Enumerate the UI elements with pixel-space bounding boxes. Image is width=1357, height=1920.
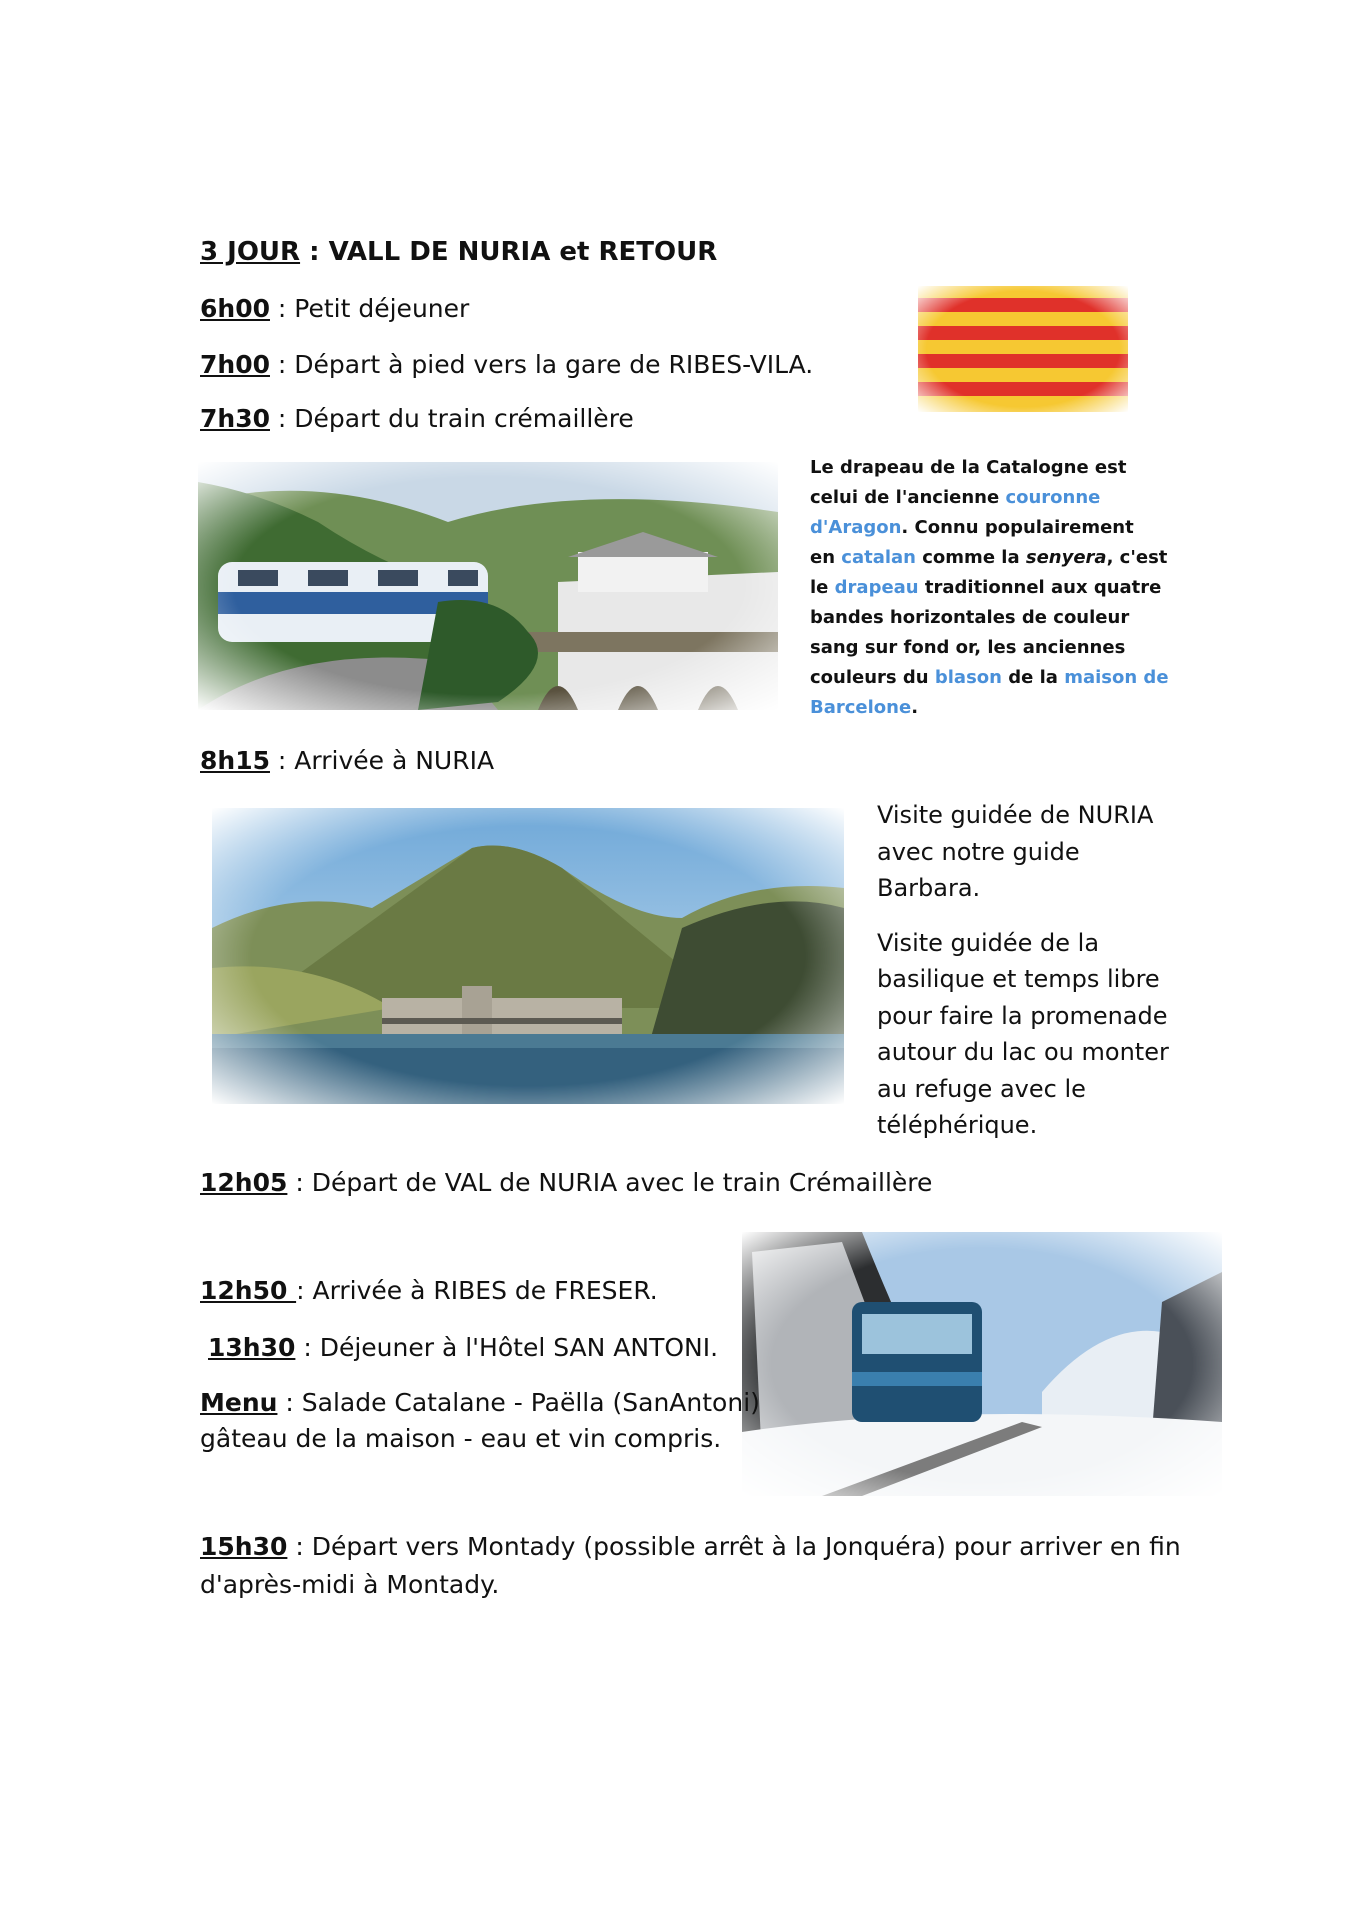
schedule-line-1205: 12h05 : Départ de VAL de NURIA avec le train Crémaillère xyxy=(200,1168,933,1197)
link-couronne[interactable]: couronne xyxy=(1005,487,1101,508)
guided-visit-text: Visite guidée de NURIA avec notre guide Barbara. Visite guidée de la basilique et temps libre pour faire la promenade autour du lac ou monter au refuge avec le téléphérique. xyxy=(877,801,1169,1139)
schedule-line-0730: 7h30 : Départ du train crémaillère xyxy=(200,404,634,433)
schedule-line-0815: 8h15 : Arrivée à NURIA xyxy=(200,746,495,775)
schedule-line-1330: 13h30 : Déjeuner à l'Hôtel SAN ANTONI. xyxy=(208,1333,719,1362)
link-maison[interactable]: maison de xyxy=(1064,667,1169,688)
nuria-valley-photo xyxy=(212,808,844,1104)
page-title: 3 JOUR : VALL DE NURIA et RETOUR xyxy=(200,237,718,267)
catalan-flag-image xyxy=(918,286,1128,412)
schedule-line-1250: 12h50 : Arrivée à RIBES de FRESER. xyxy=(200,1276,658,1305)
link-blason[interactable]: blason xyxy=(934,667,1002,688)
schedule-line-0600: 6h00 : Petit déjeuner xyxy=(200,294,470,323)
menu-line-2: gâteau de la maison - eau et vin compris. xyxy=(200,1424,722,1453)
menu-line-1: Menu : Salade Catalane - Paëlla (SanAntoni) xyxy=(200,1388,760,1417)
link-catalan[interactable]: catalan xyxy=(841,547,916,568)
schedule-line-0700: 7h00 : Départ à pied vers la gare de RIBES-VILA. xyxy=(200,350,814,379)
snow-rack-train-photo xyxy=(742,1232,1222,1496)
catalan-flag-description: Le drapeau de la Catalogne est celui de l'ancienne couronne d'Aragon. Connu populairement en catalan comme la senyera, c'est le drapeau traditionnel aux quatre bandes horizontales de couleur sang sur fond or, les anciennes couleurs du blason de la maison de Barcelone. xyxy=(810,457,1169,718)
rack-train-bridge-photo xyxy=(198,462,778,710)
departure-line-2: d'après-midi à Montady. xyxy=(200,1570,500,1599)
departure-line-1: 15h30 : Départ vers Montady (possible arrêt à la Jonquéra) pour arriver en fin xyxy=(200,1532,1181,1561)
link-drapeau[interactable]: drapeau xyxy=(834,577,919,598)
link-barcelone[interactable]: Barcelone xyxy=(810,697,912,718)
link-aragon[interactable]: d'Aragon xyxy=(810,517,902,538)
